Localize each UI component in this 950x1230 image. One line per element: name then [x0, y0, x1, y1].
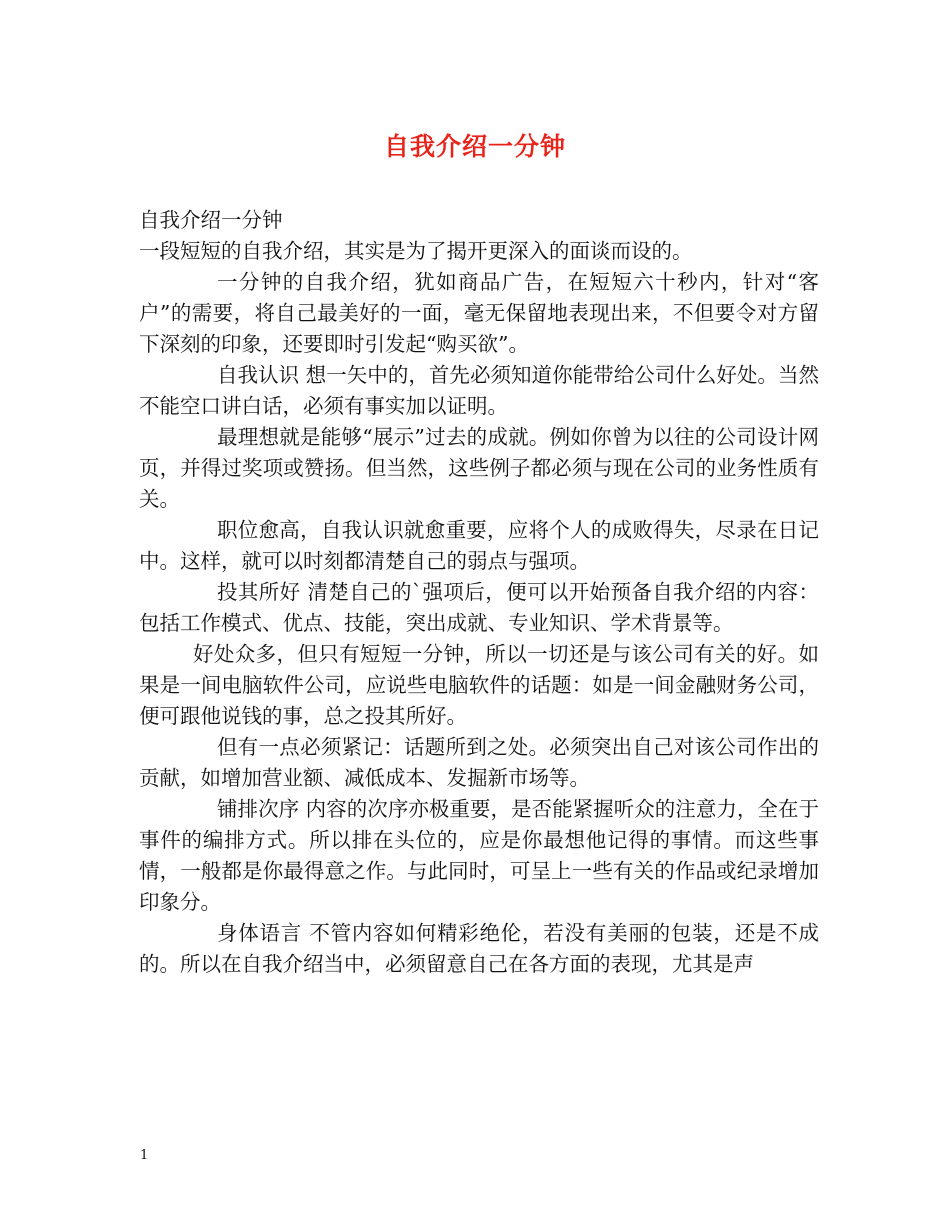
paragraph: 职位愈高，自我认识就愈重要，应将个人的成败得失，尽录在日记中。这样，就可以时刻都清楚自己的弱点与强项。	[139, 518, 819, 573]
document-title: 自我介绍一分钟	[383, 132, 566, 161]
paragraph: 但有一点必须紧记：话题所到之处。必须突出自己对该公司作出的贡献，如增加营业额、减低成本、发掘新市场等。	[139, 735, 819, 790]
paragraph: 一分钟的自我介绍，犹如商品广告，在短短六十秒内，针对“客户”的需要，将自己最美好的一面，毫无保留地表现出来，不但要令对方留下深刻的印象，还要即时引发起“购买欲”。	[139, 270, 819, 356]
paragraph-heading: 自我介绍一分钟	[139, 208, 283, 232]
paragraph: 好处众多，但只有短短一分钟，所以一切还是与该公司有关的好。如果是一间电脑软件公司，应说些电脑软件的话题：如是一间金融财务公司，便可跟他说钱的事，总之投其所好。	[139, 642, 819, 728]
paragraph: 投其所好 清楚自己的`强项后，便可以开始预备自我介绍的内容：包括工作模式、优点、技能，突出成就、专业知识、学术背景等。	[139, 580, 819, 635]
paragraph: 铺排次序 内容的次序亦极重要，是否能紧握听众的注意力，全在于事件的编排方式。所以排在头位的，应是你最想他记得的事情。而这些事情，一般都是你最得意之作。与此同时，可呈上一些有关的作品或纪录增加印象分。	[139, 797, 819, 914]
page-number: 1	[140, 1148, 149, 1163]
document-body	[139, 205, 819, 980]
paragraph: 自我认识 想一矢中的，首先必须知道你能带给公司什么好处。当然不能空口讲白话，必须有事实加以证明。	[139, 363, 819, 418]
paragraph: 身体语言 不管内容如何精彩绝伦，若没有美丽的包装，还是不成的。所以在自我介绍当中，必须留意自己在各方面的表现，尤其是声	[139, 921, 819, 976]
paragraph: 一段短短的自我介绍，其实是为了揭开更深入的面谈而设的。	[139, 239, 693, 263]
paragraph: 最理想就是能够“展示”过去的成就。例如你曾为以往的公司设计网页，并得过奖项或赞扬。但当然，这些例子都必须与现在公司的业务性质有关。	[139, 425, 819, 511]
